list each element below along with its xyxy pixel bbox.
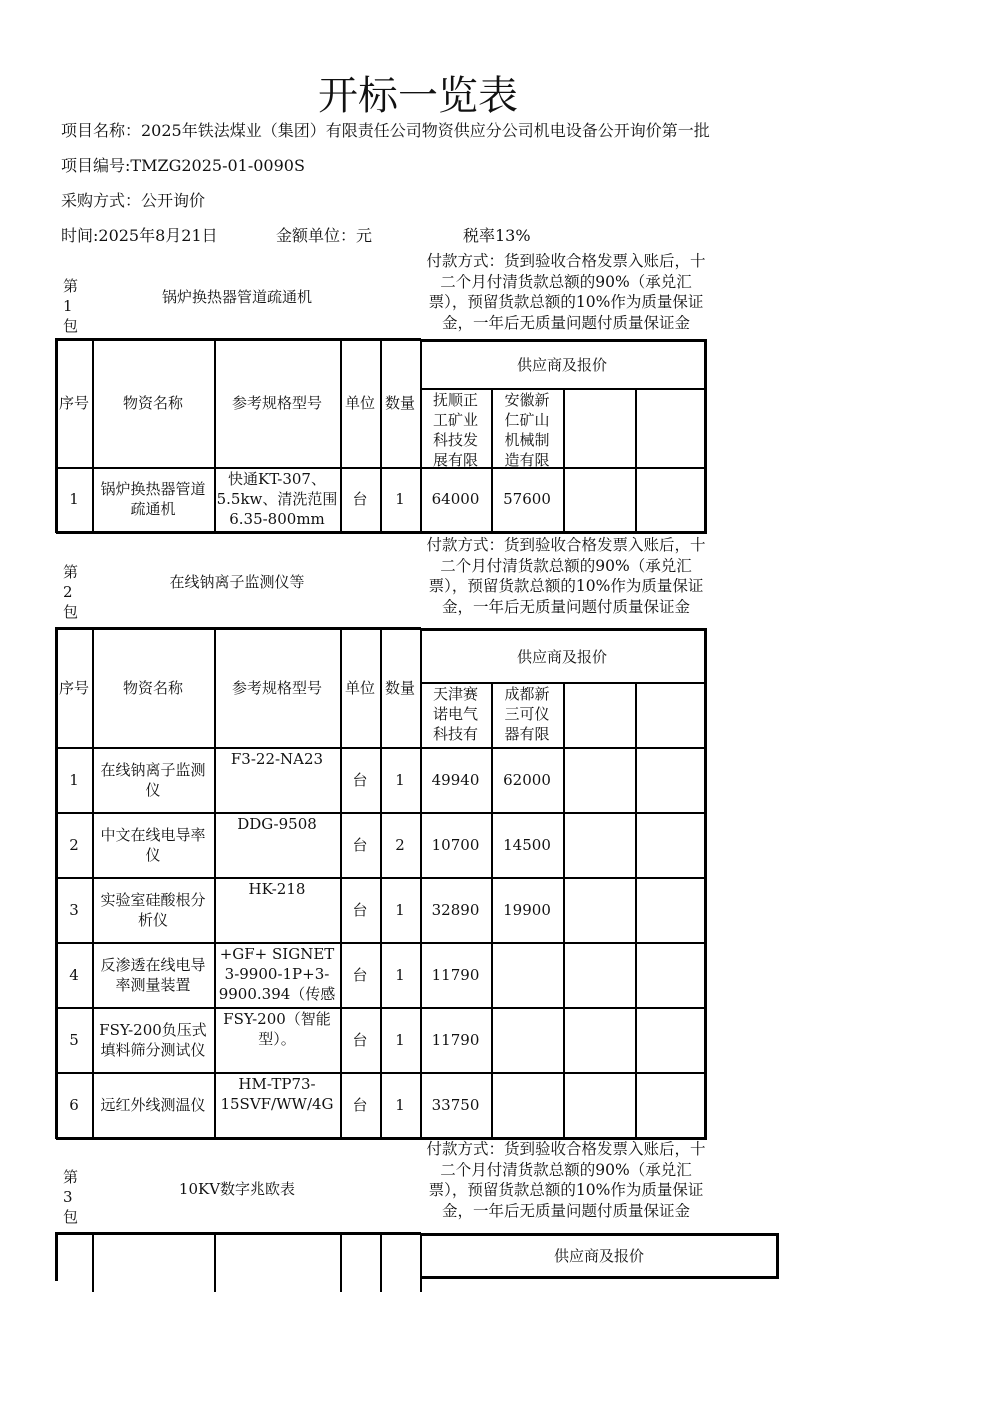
row-seq: 5: [56, 1007, 94, 1074]
row-price: [563, 877, 637, 944]
row-price: [635, 467, 707, 534]
row-item-name: 实验室硅酸根分析仪: [92, 877, 216, 944]
row-price: 57600: [491, 467, 565, 534]
row-spec: DDG-9508: [214, 812, 342, 879]
row-price: 32890: [420, 877, 493, 944]
header-name: [92, 1233, 216, 1292]
header-name: 物资名称: [92, 628, 216, 749]
row-qty: 1: [380, 942, 422, 1009]
row-price: 14500: [491, 812, 565, 879]
row-price: [635, 1072, 707, 1140]
currency-unit: 金额单位：元: [276, 226, 373, 245]
row-seq: 1: [56, 747, 94, 814]
page-title: 开标一览表: [318, 73, 518, 119]
row-unit: 台: [340, 942, 382, 1009]
row-price: [635, 1007, 707, 1074]
row-unit: 台: [340, 467, 382, 534]
header-spec: [214, 1233, 342, 1292]
row-seq: 1: [56, 467, 94, 534]
row-item-name: FSY-200负压式填料筛分测试仪: [92, 1007, 216, 1074]
row-price: [563, 942, 637, 1009]
payment-terms: 付款方式：货到验收合格发票入账后，十二个月付清货款总额的90%（承兑汇票），预留货款总额的10%作为质量保证金，一年后无质量问题付质量保证金: [426, 1140, 706, 1220]
row-seq: 6: [56, 1072, 94, 1140]
header-qty: 数量: [380, 628, 422, 749]
row-qty: 1: [380, 467, 422, 534]
header-unit: 单位: [340, 339, 382, 469]
row-price: [563, 467, 637, 534]
row-item-name: 远红外线测温仪: [92, 1072, 216, 1140]
row-unit: 台: [340, 1007, 382, 1074]
row-seq: 4: [56, 942, 94, 1009]
row-price: [491, 942, 565, 1009]
row-qty: 1: [380, 877, 422, 944]
row-price: [491, 1007, 565, 1074]
package-label: 第1包: [63, 277, 79, 335]
row-price: 10700: [420, 812, 493, 879]
row-qty: 2: [380, 812, 422, 879]
package-label: 第3包: [63, 1168, 79, 1226]
row-item-name: 中文在线电导率仪: [92, 812, 216, 879]
row-spec: FSY-200（智能型）。: [214, 1007, 342, 1074]
package-label: 第2包: [63, 563, 79, 621]
row-price: 64000: [420, 467, 493, 534]
row-price: [635, 812, 707, 879]
row-price: 11790: [420, 942, 493, 1009]
header-seq: 序号: [56, 339, 94, 469]
supplier-name: [563, 682, 637, 749]
supplier-name: [635, 388, 707, 469]
row-spec: HM-TP73-15SVF/WW/4G: [214, 1072, 342, 1140]
row-spec: 快通KT-307、5.5kw、清洗范围6.35-800mm: [214, 467, 342, 534]
supplier-name: [635, 682, 707, 749]
package-name: 10KV数字兆欧表: [178, 1180, 296, 1198]
supplier-name: [563, 388, 637, 469]
header-spec: 参考规格型号: [214, 339, 342, 469]
project-number: 项目编号:TMZG2025-01-0090S: [61, 156, 305, 175]
header-unit: 单位: [340, 628, 382, 749]
header-seq: 序号: [56, 628, 94, 749]
row-price: [491, 1072, 565, 1140]
header-unit: [340, 1233, 382, 1292]
supplier-name: 天津赛诺电气科技有: [420, 682, 493, 749]
header-seq: [56, 1233, 94, 1292]
row-price: [635, 877, 707, 944]
suppliers-header: 供应商及报价: [420, 1233, 779, 1279]
row-price: [635, 747, 707, 814]
row-price: 62000: [491, 747, 565, 814]
row-price: 49940: [420, 747, 493, 814]
payment-terms: 付款方式：货到验收合格发票入账后，十二个月付清货款总额的90%（承兑汇票），预留货款总额的10%作为质量保证金，一年后无质量问题付质量保证金: [426, 536, 706, 616]
row-unit: 台: [340, 1072, 382, 1140]
row-price: [563, 1072, 637, 1140]
suppliers-header: 供应商及报价: [420, 628, 707, 684]
header-spec: 参考规格型号: [214, 628, 342, 749]
supplier-name: 安徽新仁矿山机械制造有限: [491, 388, 565, 469]
tax-rate: 税率13%: [463, 226, 531, 245]
row-unit: 台: [340, 747, 382, 814]
row-seq: 2: [56, 812, 94, 879]
row-item-name: 反渗透在线电导率测量装置: [92, 942, 216, 1009]
supplier-name: 成都新三可仪器有限: [491, 682, 565, 749]
supplier-name: 抚顺正工矿业科技发展有限: [420, 388, 493, 469]
row-unit: 台: [340, 812, 382, 879]
row-qty: 1: [380, 747, 422, 814]
package-name: 锅炉换热器管道疏通机: [161, 288, 312, 306]
row-price: [635, 942, 707, 1009]
row-price: 11790: [420, 1007, 493, 1074]
row-price: [563, 747, 637, 814]
purchase-method: 采购方式：公开询价: [61, 191, 206, 210]
row-qty: 1: [380, 1072, 422, 1140]
row-spec: HK-218: [214, 877, 342, 944]
row-item-name: 锅炉换热器管道疏通机: [92, 467, 216, 534]
row-qty: 1: [380, 1007, 422, 1074]
row-unit: 台: [340, 877, 382, 944]
row-item-name: 在线钠离子监测仪: [92, 747, 216, 814]
date: 时间:2025年8月21日: [61, 226, 218, 245]
header-qty: 数量: [380, 339, 422, 469]
header-name: 物资名称: [92, 339, 216, 469]
header-qty: [380, 1233, 422, 1292]
row-seq: 3: [56, 877, 94, 944]
payment-terms: 付款方式：货到验收合格发票入账后，十二个月付清货款总额的90%（承兑汇票），预留货款总额的10%作为质量保证金，一年后无质量问题付质量保证金: [426, 252, 706, 332]
project-name: 项目名称：2025年铁法煤业（集团）有限责任公司物资供应分公司机电设备公开询价第一批: [61, 121, 710, 140]
row-price: [563, 1007, 637, 1074]
row-spec: F3-22-NA23: [214, 747, 342, 814]
row-price: 19900: [491, 877, 565, 944]
package-name: 在线钠离子监测仪等: [169, 573, 305, 591]
row-price: [563, 812, 637, 879]
suppliers-header: 供应商及报价: [420, 339, 707, 390]
row-price: 33750: [420, 1072, 493, 1140]
row-spec: +GF+ SIGNET 3-9900-1P+3-9900.394（传感: [214, 942, 342, 1009]
